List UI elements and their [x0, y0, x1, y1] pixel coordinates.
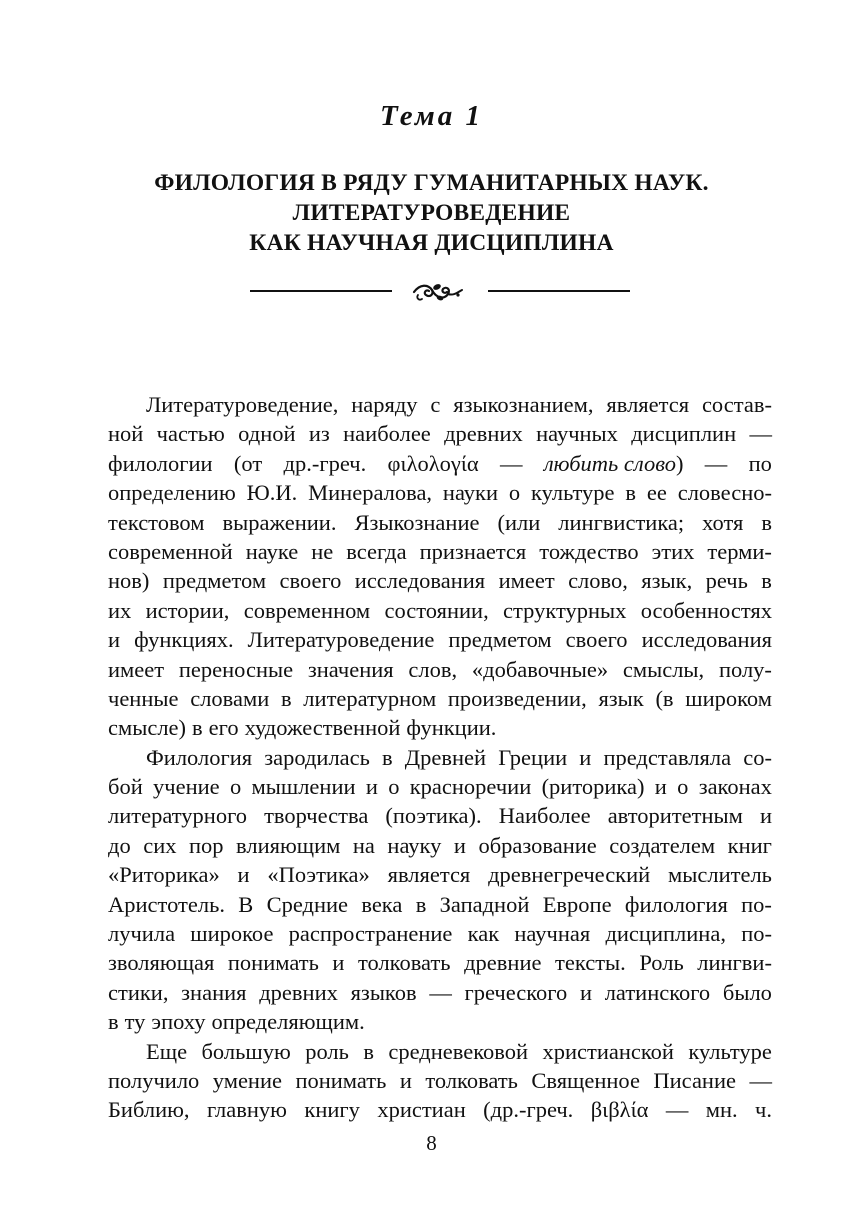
word: дисциплин: [631, 421, 737, 447]
word: лингвистика;: [558, 509, 685, 535]
topic-heading: Тема 1: [380, 100, 483, 132]
word: науки: [442, 480, 499, 506]
text-line: [108, 713, 772, 742]
text-line: [108, 508, 772, 537]
chapter-title: [60, 168, 803, 258]
word: φιλολογία: [387, 450, 479, 476]
word: современной: [108, 538, 233, 564]
word: современном: [243, 597, 371, 623]
word: функциях.: [134, 627, 234, 653]
word: «Риторика»: [108, 862, 220, 888]
word: христиан: [377, 1097, 466, 1123]
word: имеет: [498, 568, 555, 594]
word: их: [108, 597, 132, 623]
word: в: [761, 568, 772, 594]
word: культуре: [531, 480, 615, 506]
word: смыслы,: [622, 656, 705, 682]
word: мышлении: [251, 774, 356, 800]
word: особенностях: [640, 597, 772, 623]
page-number: 8: [426, 1131, 437, 1155]
word: учение: [153, 774, 220, 800]
word: филология: [624, 891, 728, 917]
text-line: [108, 801, 772, 830]
word: Минералова,: [308, 480, 433, 506]
word: эпоху: [151, 1009, 206, 1035]
word: латинского: [604, 979, 711, 1005]
chapter-title-line: ФИЛОЛОГИЯ В РЯДУ ГУМАНИТАРНЫХ НАУК.: [154, 170, 709, 196]
word: наиболее: [343, 421, 431, 447]
word: —: [429, 979, 452, 1005]
word: —: [749, 421, 772, 447]
word: древних: [444, 421, 523, 447]
word: структурных: [503, 597, 627, 623]
word: тексты.: [555, 950, 626, 976]
word: полу-: [718, 656, 772, 682]
word: своего: [565, 627, 628, 653]
word: ченные: [108, 685, 179, 711]
word: влияющим: [236, 832, 341, 858]
word: языков: [350, 979, 417, 1005]
word: и: [759, 803, 772, 829]
word: ной: [108, 421, 144, 447]
word: века: [361, 891, 403, 917]
text-line: [108, 772, 772, 801]
word: древних: [259, 979, 338, 1005]
word: и: [237, 862, 250, 888]
word: Роль: [639, 950, 684, 976]
ornament-rule-right: [488, 290, 630, 292]
word: лингви-: [697, 950, 772, 976]
word: Языкознание: [354, 509, 480, 535]
word: законах: [698, 774, 772, 800]
word: и: [453, 832, 466, 858]
text-line: [108, 449, 772, 478]
text-line: [108, 390, 772, 419]
word: Европе: [542, 891, 612, 917]
word: Литературоведение,: [146, 392, 339, 417]
text-line: [108, 537, 772, 566]
word: речь: [705, 568, 748, 594]
word: понимать: [295, 1067, 387, 1093]
title-ornament: [0, 278, 863, 304]
text-line: [108, 478, 772, 507]
word: состав-: [701, 392, 772, 417]
word: науке: [245, 538, 299, 564]
text-line: [108, 890, 772, 919]
word: знания: [181, 979, 247, 1005]
word: исследования: [354, 568, 486, 594]
word: этих: [651, 538, 695, 564]
word: научная: [514, 921, 591, 947]
word: и: [365, 774, 378, 800]
word: пор: [188, 832, 224, 858]
chapter-title-line: ЛИТЕРАТУРОВЕДЕНИЕ: [292, 200, 571, 226]
word: смысле): [108, 715, 187, 741]
fleuron-icon: [410, 278, 466, 304]
word: науку: [387, 832, 442, 858]
word: выражении.: [222, 509, 337, 535]
word: литературном: [303, 685, 437, 711]
word: (в: [655, 685, 674, 711]
word: переносные: [178, 656, 294, 682]
text-line: [108, 1066, 772, 1095]
word: со-: [743, 744, 772, 770]
word: текстовом: [108, 509, 205, 535]
word: язык: [598, 685, 644, 711]
word: признается: [419, 538, 527, 564]
word: умение: [212, 1067, 282, 1093]
word: (от: [233, 450, 263, 476]
word: его: [208, 715, 239, 741]
word: произведении,: [447, 685, 587, 711]
word: и: [399, 1067, 412, 1093]
word: в: [761, 509, 772, 535]
word: хотя: [702, 509, 744, 535]
word: ту: [124, 1009, 146, 1035]
word: в: [192, 715, 203, 741]
word: «Поэтика»: [267, 862, 370, 888]
text-line: [108, 978, 772, 1007]
word: Библию,: [108, 1097, 190, 1123]
word: до: [108, 832, 131, 858]
text-line: [108, 1007, 772, 1036]
word: (поэтика).: [385, 803, 482, 829]
word: широком: [685, 685, 772, 711]
word: мн.: [705, 1097, 738, 1123]
word: роль: [305, 1038, 349, 1064]
text-line: [108, 655, 772, 684]
text-line: [108, 566, 772, 595]
word: (или: [497, 509, 541, 535]
word: лучила: [108, 921, 176, 947]
word: по-: [741, 921, 772, 947]
word: широкое: [190, 921, 274, 947]
word: по-: [741, 891, 772, 917]
word: —: [749, 1067, 772, 1093]
word: образование: [478, 832, 597, 858]
word: Литературоведение: [247, 627, 435, 653]
word: значения: [307, 656, 394, 682]
word: создателем: [609, 832, 716, 858]
word: о: [677, 774, 689, 800]
word: толковать: [425, 1067, 518, 1093]
word: состоянии,: [384, 597, 489, 623]
text-line: [108, 743, 772, 772]
word: зволяющая: [108, 950, 215, 976]
text-line: [108, 831, 772, 860]
word: на: [352, 832, 375, 858]
word: Священное: [531, 1067, 640, 1093]
word: ее: [646, 480, 667, 506]
word: по: [748, 450, 772, 476]
word: не: [311, 538, 334, 564]
word: любить слово): [543, 450, 684, 476]
word: сих: [143, 832, 177, 858]
word: (др.-греч.: [483, 1097, 574, 1123]
word: терми-: [707, 538, 772, 564]
word: распространение: [288, 921, 453, 947]
word: определению: [108, 480, 236, 506]
word: языкознанием,: [453, 392, 594, 417]
word: «добавочные»: [471, 656, 609, 682]
word: предметом: [448, 627, 552, 653]
word: книгу: [304, 1097, 360, 1123]
word: в: [382, 744, 393, 770]
text-line: [108, 860, 772, 889]
word: своего: [279, 568, 342, 594]
word: литературного: [108, 803, 247, 829]
word: Писание: [653, 1067, 736, 1093]
text-line: [108, 596, 772, 625]
word: Аристотель.: [108, 891, 225, 917]
word: имеет: [108, 656, 165, 682]
word: Греции: [498, 744, 568, 770]
word: и: [579, 744, 592, 770]
text-line: [108, 419, 772, 448]
word: нов): [108, 568, 150, 594]
word: Западной: [439, 891, 530, 917]
word: древние: [464, 950, 542, 976]
text-line: [108, 625, 772, 654]
word: Средние: [266, 891, 349, 917]
word: всегда: [346, 538, 407, 564]
word: в: [363, 1038, 374, 1064]
word: в: [415, 891, 427, 917]
word: тождество: [539, 538, 639, 564]
word: —: [704, 450, 728, 476]
word: ч.: [755, 1097, 772, 1123]
word: предметом: [162, 568, 267, 594]
word: наряду: [351, 392, 418, 417]
word: получило: [108, 1067, 200, 1093]
word: как: [467, 921, 500, 947]
word: представляла: [603, 744, 732, 770]
text-line: [108, 1037, 772, 1066]
word: и: [654, 774, 667, 800]
word: понимать: [227, 950, 319, 976]
word: толковать: [357, 950, 451, 976]
word: В: [238, 891, 254, 917]
word: христианской: [542, 1038, 674, 1064]
chapter-title-line: КАК НАУЧНАЯ ДИСЦИПЛИНА: [249, 230, 614, 256]
word: стики,: [108, 979, 169, 1005]
word: культуре: [688, 1038, 772, 1064]
word: и: [108, 627, 121, 653]
word: Ю.И.: [246, 480, 298, 506]
word: греческого: [464, 979, 568, 1005]
word: одной: [238, 421, 296, 447]
word: частью: [156, 421, 225, 447]
word: в: [625, 480, 637, 506]
word: язык,: [641, 568, 693, 594]
word: мыслитель: [668, 862, 772, 888]
word: древнегреческий: [488, 862, 651, 888]
word: является: [387, 862, 471, 888]
word: и: [579, 979, 592, 1005]
word: (риторика): [541, 774, 645, 800]
word: —: [500, 450, 523, 476]
word: —: [665, 1097, 689, 1123]
word: и: [332, 950, 345, 976]
word: филологии: [108, 450, 213, 476]
word: авторитетным: [607, 803, 743, 829]
word: функции.: [406, 715, 497, 741]
word: истории,: [145, 597, 230, 623]
word: Еще: [146, 1038, 188, 1064]
word: красноречии: [409, 774, 532, 800]
word: было: [722, 979, 772, 1005]
word: большую: [201, 1038, 291, 1064]
word: о: [508, 480, 521, 506]
word: βιβλία: [590, 1097, 649, 1123]
word: главную: [206, 1097, 287, 1123]
word: книг: [727, 832, 772, 858]
word: бой: [108, 774, 143, 800]
word: о: [229, 774, 242, 800]
word: исследования: [641, 627, 772, 653]
text-line: [108, 948, 772, 977]
word: с: [430, 392, 441, 417]
word: слово,: [568, 568, 628, 594]
word: слов,: [408, 656, 458, 682]
word: Филология: [146, 744, 253, 770]
word: из: [308, 421, 330, 447]
word: в: [280, 685, 292, 711]
text-line: [108, 684, 772, 713]
word: является: [606, 392, 690, 417]
word: др.-греч.: [283, 450, 367, 476]
word: зародилась: [264, 744, 370, 770]
word: о: [388, 774, 400, 800]
text-line: [108, 919, 772, 948]
word: художественной: [244, 715, 401, 741]
word: Древней: [404, 744, 487, 770]
word: дисциплина,: [605, 921, 726, 947]
ornament-rule-left: [250, 290, 392, 292]
text-line: [108, 1095, 772, 1124]
word: Наиболее: [498, 803, 591, 829]
body-text: [108, 390, 772, 1125]
word: средневековой: [388, 1038, 529, 1064]
word: определяющим.: [211, 1009, 365, 1035]
word: творчества: [264, 803, 369, 829]
word: научных: [536, 421, 618, 447]
word: в: [108, 1009, 119, 1035]
word: словесно-: [677, 480, 772, 506]
word: словами: [190, 685, 270, 711]
